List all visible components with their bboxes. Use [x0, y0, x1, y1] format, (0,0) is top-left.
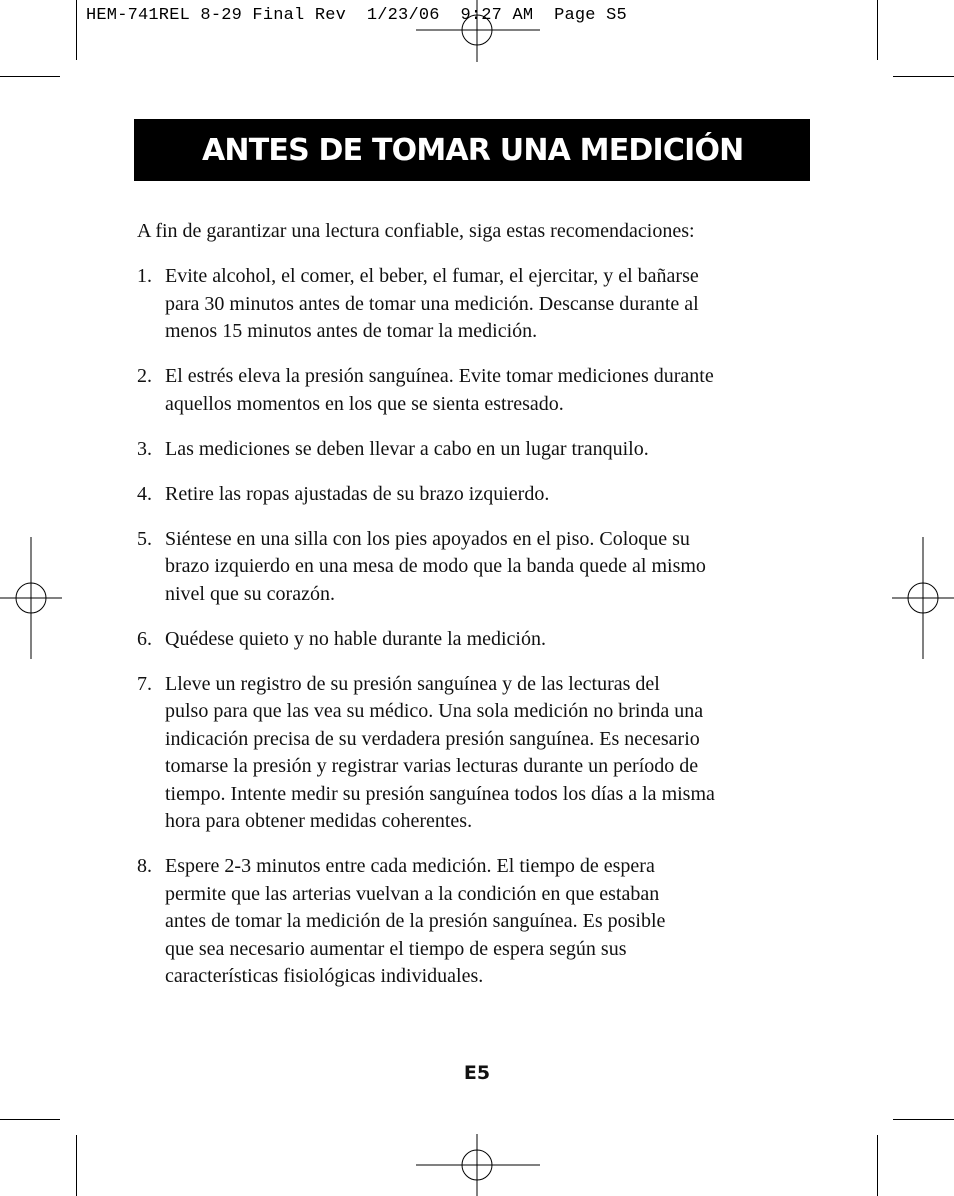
- list-item-line: que sea necesario aumentar el tiempo de espera según sus: [165, 937, 627, 960]
- crop-mark-top-right-horizontal: [893, 76, 954, 77]
- registration-mark-right-icon: [892, 537, 954, 659]
- list-item-line: nivel que su corazón.: [165, 582, 335, 605]
- list-item-number: 8.: [137, 855, 152, 877]
- list-item: [137, 526, 817, 609]
- list-item-line: Siéntese en una silla con los pies apoyados en el piso. Coloque su: [165, 527, 690, 550]
- list-item-line: El estrés eleva la presión sanguínea. Evite tomar mediciones durante: [165, 365, 714, 387]
- list-item: [137, 481, 817, 509]
- crop-mark-bottom-right-vertical: [877, 1135, 878, 1196]
- crop-mark-top-right-vertical: [877, 0, 878, 60]
- list-item: [137, 671, 817, 836]
- list-item-line: antes de tomar la medición de la presión sanguínea. Es posible: [165, 910, 666, 932]
- list-item-line: indicación precisa de su verdadera presión sanguínea. Es necesario: [165, 727, 700, 750]
- list-item-line: permite que las arterias vuelvan a la condición en que estaban: [165, 882, 660, 905]
- list-item-line: Evite alcohol, el comer, el beber, el fumar, el ejercitar, y el bañarse: [165, 265, 699, 287]
- list-item: [137, 436, 817, 464]
- crop-mark-top-left-horizontal: [0, 76, 60, 77]
- list-item-line: pulso para que las vea su médico. Una sola medición no brinda una: [165, 700, 704, 722]
- section-title: ANTES DE TOMAR UNA MEDICIÓN: [202, 132, 744, 168]
- registration-mark-top-icon: [416, 0, 540, 62]
- list-item-line: Lleve un registro de su presión sanguínea y de las lecturas del: [165, 672, 660, 695]
- list-item-line: tiempo. Intente medir su presión sanguínea todos los días a la misma: [165, 782, 715, 805]
- list-item-line: Quédese quieto y no hable durante la medición.: [165, 627, 546, 650]
- recommendations-list: [137, 263, 817, 1008]
- list-item-number: 2.: [137, 365, 152, 387]
- list-item-line: Espere 2-3 minutos entre cada medición. El tiempo de espera: [165, 855, 655, 877]
- list-item-number: 5.: [137, 527, 152, 550]
- list-item-line: Las mediciones se deben llevar a cabo en un lugar tranquilo.: [165, 437, 649, 460]
- list-item: [137, 626, 817, 654]
- list-item: [137, 363, 817, 418]
- page-number: E5: [463, 1062, 491, 1084]
- list-item: [137, 853, 817, 991]
- section-title-bar: [134, 119, 810, 181]
- crop-mark-top-left-vertical: [76, 0, 77, 60]
- list-item-number: 4.: [137, 482, 152, 505]
- registration-mark-bottom-icon: [416, 1134, 540, 1196]
- list-item: [137, 263, 817, 346]
- print-slug: HEM-741REL 8-29 Final Rev 1/23/06 9:27 AM Page S5: [86, 6, 627, 25]
- list-item-line: Retire las ropas ajustadas de su brazo izquierdo.: [165, 482, 550, 505]
- list-item-line: menos 15 minutos antes de tomar la medición.: [165, 320, 538, 342]
- crop-mark-bottom-left-horizontal: [0, 1119, 60, 1120]
- intro-text: A fin de garantizar una lectura confiable, siga estas recomendaciones:: [137, 220, 695, 242]
- list-item-line: aquellos momentos en los que se sienta estresado.: [165, 392, 564, 415]
- list-item-line: brazo izquierdo en una mesa de modo que la banda quede al mismo: [165, 555, 706, 577]
- crop-mark-bottom-right-horizontal: [893, 1119, 954, 1120]
- list-item-line: tomarse la presión y registrar varias lecturas durante un período de: [165, 755, 699, 777]
- crop-mark-bottom-left-vertical: [76, 1135, 77, 1196]
- list-item-line: para 30 minutos antes de tomar una medición. Descanse durante al: [165, 292, 699, 315]
- registration-mark-left-icon: [0, 537, 62, 659]
- list-item-line: características fisiológicas individuales.: [165, 965, 484, 987]
- list-item-number: 6.: [137, 627, 152, 650]
- list-item-number: 1.: [137, 265, 152, 287]
- list-item-line: hora para obtener medidas coherentes.: [165, 810, 473, 832]
- list-item-number: 7.: [137, 672, 152, 695]
- list-item-number: 3.: [137, 437, 152, 460]
